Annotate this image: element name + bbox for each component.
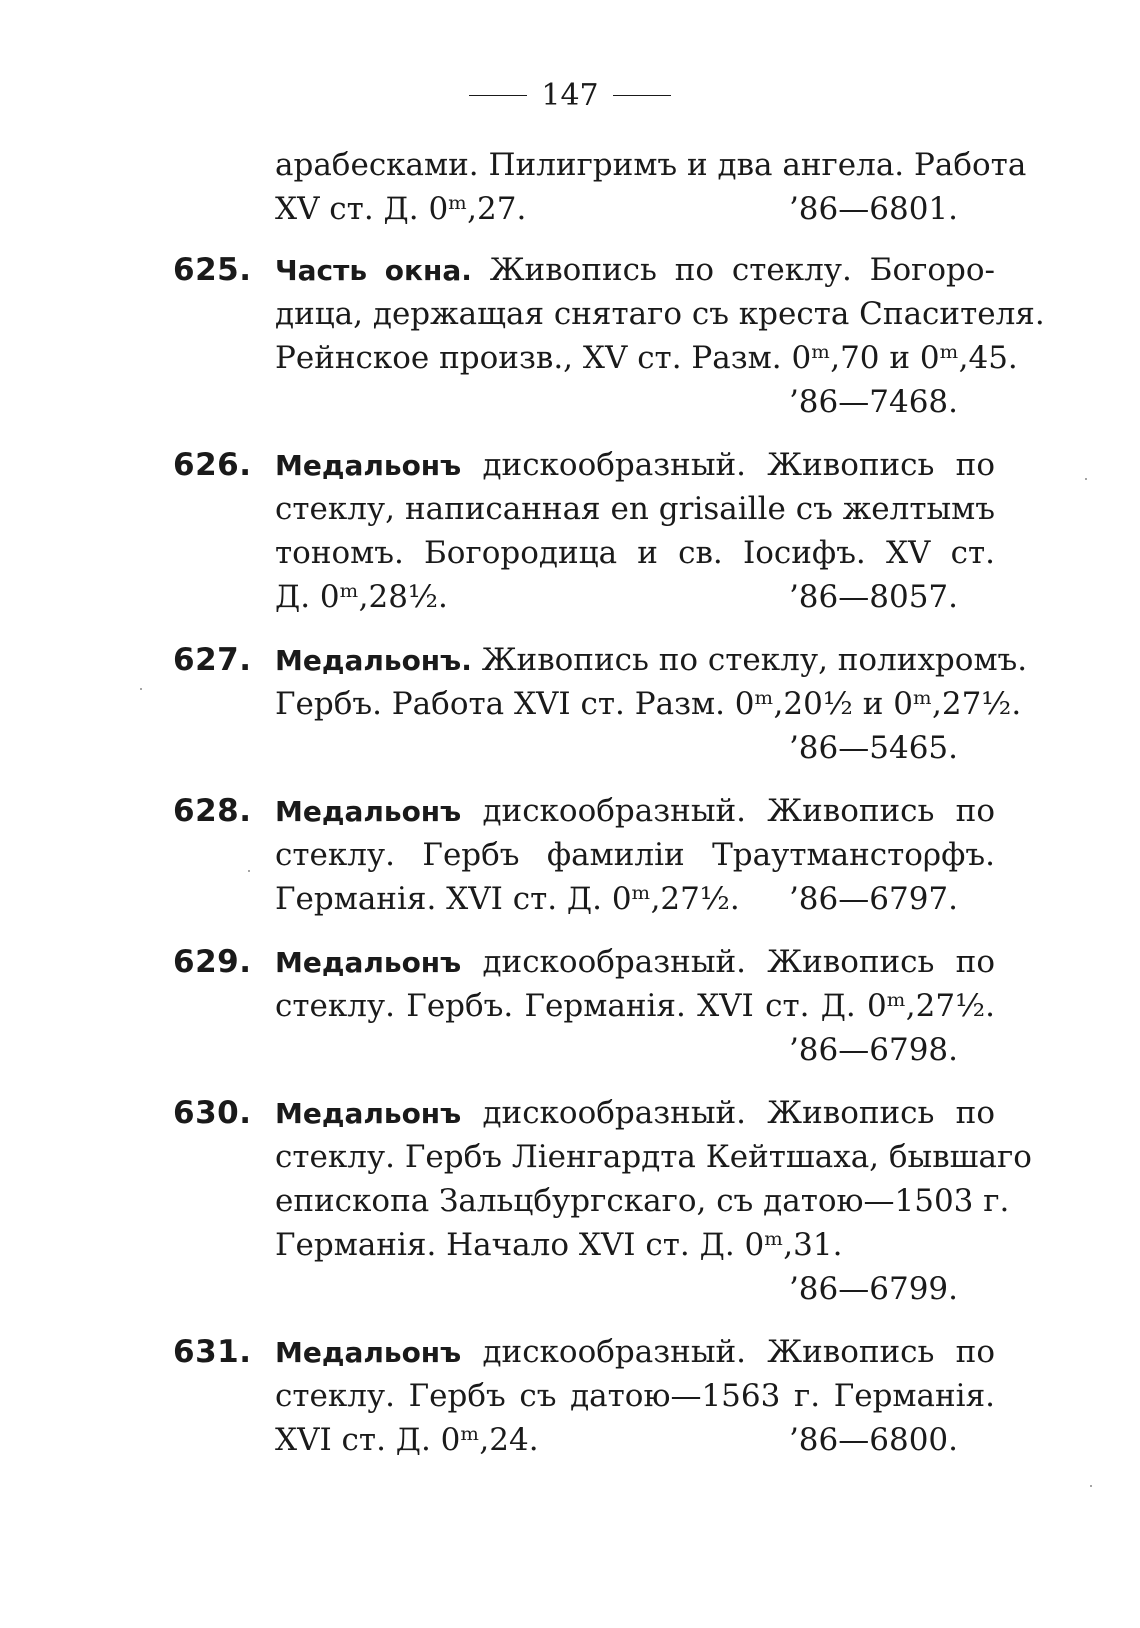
text-line bbox=[275, 1330, 995, 1374]
page-header bbox=[0, 78, 1140, 113]
text-line: стеклу, написанная en grisaille съ желтымъ bbox=[275, 491, 995, 527]
inventory-reference: ’86—5465. bbox=[788, 730, 958, 766]
entry-body bbox=[275, 443, 995, 619]
entry-body bbox=[275, 248, 1045, 424]
entry-text: дискообразный. Живопись по bbox=[461, 944, 995, 980]
paper-speck bbox=[1085, 478, 1087, 480]
header-rule-right bbox=[613, 95, 671, 96]
entry-body bbox=[275, 1091, 1032, 1311]
catalog-entry-627 bbox=[0, 638, 1140, 770]
catalog-entries bbox=[0, 248, 1140, 1481]
catalog-entry-629 bbox=[0, 940, 1140, 1072]
entry-title: Медальонъ bbox=[275, 1097, 462, 1130]
entry-number: 626. bbox=[173, 447, 252, 483]
entry-text: дискообразный. Живопись по bbox=[461, 447, 995, 483]
entry-text: Живопись по стеклу, полихромъ. bbox=[471, 642, 1028, 678]
text-line bbox=[275, 1091, 995, 1135]
entry-number: 630. bbox=[173, 1095, 252, 1131]
text-line: стеклу. Гербъ фамиліи Траутманстορфъ. bbox=[275, 837, 995, 873]
entry-title: Медальонъ bbox=[275, 449, 462, 482]
catalog-entry-631 bbox=[0, 1330, 1140, 1462]
catalog-entry-626 bbox=[0, 443, 1140, 619]
inventory-reference: ’86—6799. bbox=[788, 1271, 958, 1307]
text-line bbox=[275, 575, 995, 619]
continued-entry bbox=[275, 143, 1027, 231]
entry-title: Медальонъ bbox=[275, 1336, 462, 1369]
text-line: стеклу. Гербъ. Германія. XVI ст. Д. 0ᵐ,27½. bbox=[275, 988, 995, 1024]
entry-title: Часть окна. bbox=[275, 254, 472, 287]
text-line: Гербъ. Работа XVI ст. Разм. 0ᵐ,20½ и 0ᵐ,27½. bbox=[275, 686, 1022, 722]
catalog-entry-628 bbox=[0, 789, 1140, 921]
text-line: стеклу. Гербъ Ліенгардта Кейтшаха, бывшаго bbox=[275, 1139, 1032, 1175]
inventory-reference: ’86—6800. bbox=[788, 1422, 958, 1458]
entry-text: Германія. XVI ст. Д. 0ᵐ,27½. bbox=[275, 881, 740, 917]
inventory-reference: ’86—6801. bbox=[788, 191, 958, 227]
text-line: арабесками. Пилигримъ и два ангела. Работа bbox=[275, 147, 1027, 183]
text-line: тономъ. Богородица и св. Іосифъ. XV ст. bbox=[275, 535, 995, 571]
inventory-reference: ’86—8057. bbox=[788, 579, 958, 615]
text-line bbox=[275, 1418, 995, 1462]
inventory-reference: ’86—7468. bbox=[788, 384, 958, 420]
entry-number: 625. bbox=[173, 252, 252, 288]
entry-text: Д. 0ᵐ,28½. bbox=[275, 579, 448, 615]
paper-speck bbox=[248, 870, 250, 872]
entry-body bbox=[275, 1330, 995, 1462]
inventory-reference: ’86—6797. bbox=[788, 881, 958, 917]
entry-number: 631. bbox=[173, 1334, 252, 1370]
catalog-entry-630 bbox=[0, 1091, 1140, 1311]
entry-body bbox=[275, 789, 995, 921]
text-line bbox=[275, 877, 995, 921]
entry-text: дискообразный. Живопись по bbox=[461, 1095, 995, 1131]
entry-body bbox=[275, 940, 995, 1072]
text-line: стеклу. Гербъ съ датою—1563 г. Германія. bbox=[275, 1378, 995, 1414]
text-line bbox=[275, 789, 995, 833]
entry-title: Медальонъ. bbox=[275, 644, 472, 677]
text-line bbox=[275, 940, 995, 984]
entry-number: 629. bbox=[173, 944, 252, 980]
text-line: дица, держащая снятаго съ креста Спасителя. bbox=[275, 296, 1045, 332]
header-rule-left bbox=[469, 95, 527, 96]
entry-text: дискообразный. Живопись по bbox=[461, 793, 995, 829]
page-number: 147 bbox=[541, 78, 599, 113]
text-line: епископа Зальцбургскаго, съ датою—1503 г. bbox=[275, 1183, 1010, 1219]
text-line bbox=[275, 248, 995, 292]
entry-text: XVI ст. Д. 0ᵐ,24. bbox=[275, 1422, 539, 1458]
text-line bbox=[275, 443, 995, 487]
text-line: Рейнское произв., XV ст. Разм. 0ᵐ,70 и 0ᵐ,45. bbox=[275, 340, 1018, 376]
catalog-entry-625 bbox=[0, 248, 1140, 424]
entry-number: 628. bbox=[173, 793, 252, 829]
paper-speck bbox=[1090, 1485, 1092, 1487]
entry-title: Медальонъ bbox=[275, 946, 462, 979]
entry-text: дискообразный. Живопись по bbox=[461, 1334, 995, 1370]
text-line bbox=[275, 187, 995, 231]
entry-text: Живопись по стеклу. Богоро- bbox=[471, 252, 996, 288]
entry-text: XV ст. Д. 0ᵐ,27. bbox=[275, 191, 527, 227]
inventory-reference: ’86—6798. bbox=[788, 1032, 958, 1068]
entry-title: Медальонъ bbox=[275, 795, 462, 828]
text-line: Германія. Начало XVI ст. Д. 0ᵐ,31. bbox=[275, 1227, 843, 1263]
text-line bbox=[275, 638, 1028, 682]
entry-body bbox=[275, 638, 1028, 770]
paper-speck bbox=[140, 688, 142, 690]
entry-number: 627. bbox=[173, 642, 252, 678]
